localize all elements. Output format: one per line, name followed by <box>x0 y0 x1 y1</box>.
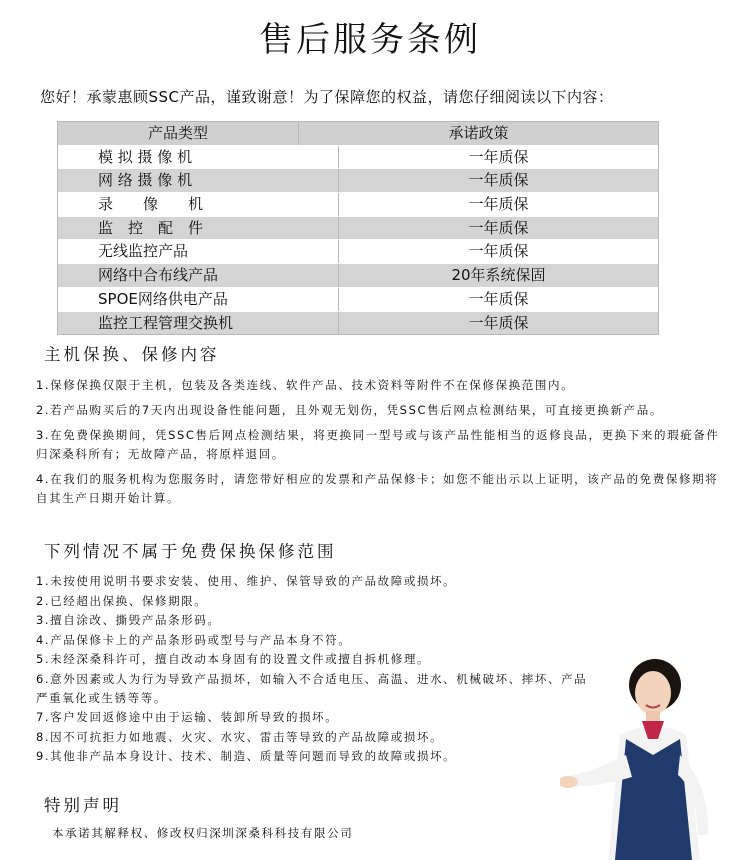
special-statement-text: 本承诺其解释权、修改权归深圳深桑科科技有限公司 <box>52 826 354 840</box>
table-row <box>58 239 658 263</box>
table-row <box>58 145 658 169</box>
list-item: 1.未按使用说明书要求安装、使用、维护、保管导致的产品故障或损坏。 <box>36 574 457 588</box>
table-row <box>58 216 658 240</box>
list-item: 4.在我们的服务机构为您服务时，请您带好相应的发票和产品保修卡；如您不能出示以上证明，该产品的免费保修期将自其生产日期开始计算。 <box>36 472 719 505</box>
table-row <box>58 287 658 311</box>
section-heading-warranty-scope: 主机保换、保修内容 <box>44 345 220 364</box>
intro-text: 您好！承蒙惠顾SSC产品，谨致谢意！为了保障您的权益，请您仔细阅读以下内容： <box>40 88 614 106</box>
product-type-cell: 监 控 配 件 <box>58 217 339 240</box>
product-type-cell: 网络中合布线产品 <box>58 264 339 287</box>
policy-cell: 20年系统保固 <box>451 266 546 285</box>
policy-cell: 一年质保 <box>468 147 529 166</box>
list-item: 3.擅自涂改、撕毁产品条形码。 <box>36 613 221 627</box>
list-item: 1.保修保换仅限于主机，包装及各类连线、软件产品、技术资料等附件不在保修保换范围内。 <box>36 378 575 392</box>
page-title: 售后服务条例 <box>259 20 481 60</box>
column-header-policy: 承诺政策 <box>448 124 509 142</box>
table-row <box>58 192 658 216</box>
policy-cell: 一年质保 <box>468 195 529 214</box>
policy-cell: 一年质保 <box>468 242 529 261</box>
exclusions-list <box>36 572 596 767</box>
column-header-type: 产品类型 <box>58 122 299 145</box>
table-row <box>58 263 658 287</box>
list-item: 2.已经超出保换、保修期限。 <box>36 593 208 608</box>
list-item: 4.产品保修卡上的产品条形码或型号与产品本身不符。 <box>36 632 352 647</box>
product-type-cell: SPOE网络供电产品 <box>58 288 339 311</box>
policy-cell: 一年质保 <box>468 171 529 190</box>
warranty-scope-list <box>36 376 726 514</box>
list-item: 6.意外因素或人为行为导致产品损坏，如输入不合适电压、高温、进水、机械破坏、摔坏、产品严重氧化或生锈等等。 <box>36 671 588 705</box>
table-row <box>58 311 658 335</box>
table-row <box>58 168 658 192</box>
list-item: 9.其他非产品本身设计、技术、制造、质量等问题而导致的故障或损坏。 <box>36 749 457 763</box>
section-heading-exclusions: 下列情况不属于免费保换保修范围 <box>44 542 337 561</box>
section-heading-special-statement: 特别声明 <box>44 796 122 815</box>
service-attendant-illustration <box>560 655 740 860</box>
product-type-cell: 无线监控产品 <box>58 240 339 263</box>
product-type-cell: 录 像 机 <box>58 193 339 216</box>
table-header-row <box>58 122 658 145</box>
policy-cell: 一年质保 <box>468 313 529 332</box>
warranty-table <box>57 121 659 335</box>
policy-cell: 一年质保 <box>468 218 529 237</box>
policy-cell: 一年质保 <box>468 289 529 308</box>
list-item: 7.客户发回返修途中由于运输、装卸所导致的损坏。 <box>36 710 339 724</box>
list-item: 2.若产品购买后的7天内出现设备性能问题，且外观无划伤，凭SSC售后网点检测结果，可直接更换新产品。 <box>36 403 663 417</box>
product-type-cell: 模 拟 摄 像 机 <box>58 146 339 169</box>
list-item: 3.在免费保换期间，凭SSC售后网点检测结果，将更换同一型号或与该产品性能相当的返修良品，更换下来的瑕疵备件归深桑科所有；无故障产品，将原样退回。 <box>36 428 720 461</box>
product-type-cell: 监控工程管理交换机 <box>58 312 339 335</box>
list-item: 8.因不可抗拒力如地震、火灾、水灾、雷击等导致的产品故障或损坏。 <box>36 729 444 744</box>
product-type-cell: 网 络 摄 像 机 <box>58 169 339 192</box>
list-item: 5.未经深桑科许可，擅自改动本身固有的设置文件或擅自拆机修理。 <box>36 652 431 666</box>
